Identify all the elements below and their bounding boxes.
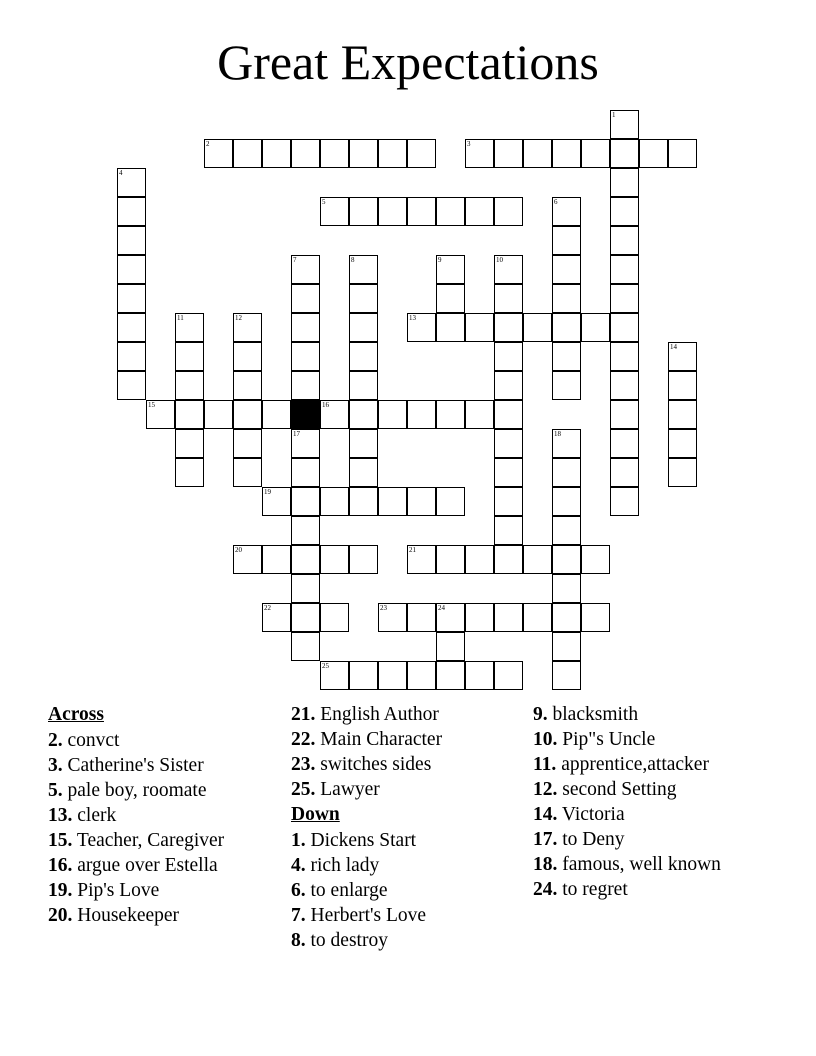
clue-text: Pip"s Uncle [562,729,656,750]
grid-cell[interactable] [552,603,581,632]
grid-cell[interactable] [610,255,639,284]
clue-item [533,703,753,727]
clue-number: 22. [291,729,316,750]
grid-cell[interactable] [436,197,465,226]
grid-cell[interactable] [175,429,204,458]
grid-cell[interactable] [581,139,610,168]
clue-number: 4. [291,855,306,876]
grid-cell[interactable] [610,110,639,139]
grid-cell[interactable] [320,603,349,632]
grid-cell[interactable] [262,603,291,632]
grid-cell[interactable] [552,197,581,226]
clue-number: 23. [291,754,316,775]
clue-number-label: 16 [322,401,329,409]
grid-cell[interactable] [407,603,436,632]
clue-item [48,904,298,928]
grid-cell[interactable] [668,429,697,458]
grid-cell[interactable] [552,487,581,516]
grid-cell[interactable] [610,342,639,371]
clue-item [533,853,753,877]
clue-number-label: 14 [670,343,677,351]
grid-cell[interactable] [320,197,349,226]
grid-cell[interactable] [610,400,639,429]
grid-cell[interactable] [581,603,610,632]
clue-text: switches sides [320,754,432,775]
grid-cell[interactable] [175,313,204,342]
grid-cell[interactable] [349,284,378,313]
grid-cell[interactable] [291,255,320,284]
clue-number-label: 1 [612,111,616,119]
grid-cell[interactable] [117,371,146,400]
across-heading: Across [48,704,104,725]
grid-cell[interactable] [349,313,378,342]
clue-column-2 [291,703,541,954]
grid-cell[interactable] [552,284,581,313]
clue-text: to destroy [310,930,388,951]
grid-cell[interactable] [610,284,639,313]
grid-cell[interactable] [117,255,146,284]
grid-cell[interactable] [349,661,378,690]
clue-text: Teacher, Caregiver [76,830,225,851]
grid-cell[interactable] [233,139,262,168]
grid-cell[interactable] [291,284,320,313]
clue-text: convct [67,730,120,751]
grid-cell[interactable] [407,197,436,226]
clue-text: English Author [320,704,439,725]
grid-cell[interactable] [320,139,349,168]
grid-cell[interactable] [349,400,378,429]
clue-item [533,753,753,777]
grid-cell[interactable] [291,342,320,371]
clue-text: Lawyer [320,779,380,800]
grid-cell[interactable] [349,255,378,284]
clue-text: Victoria [561,804,625,825]
clue-text: Herbert's Love [310,905,427,926]
clue-text: argue over Estella [77,855,218,876]
clue-number-label: 24 [438,604,445,612]
grid-cell[interactable] [233,371,262,400]
clue-number: 12. [533,779,558,800]
grid-cell[interactable] [320,661,349,690]
grid-cell[interactable] [494,400,523,429]
grid-cell[interactable] [552,255,581,284]
grid-cell[interactable] [349,429,378,458]
grid-cell[interactable] [494,371,523,400]
grid-cell[interactable] [610,226,639,255]
grid-cell[interactable] [494,342,523,371]
grid-cell[interactable] [465,545,494,574]
clue-number-label: 19 [264,488,271,496]
grid-cell[interactable] [523,139,552,168]
grid-cell[interactable] [494,545,523,574]
grid-cell[interactable] [552,661,581,690]
grid-cell[interactable] [146,400,175,429]
grid-cell[interactable] [494,429,523,458]
grid-cell[interactable] [291,371,320,400]
clue-text: Housekeeper [77,905,180,926]
grid-cell[interactable] [552,516,581,545]
clue-item [533,803,753,827]
grid-cell[interactable] [262,487,291,516]
grid-cell[interactable] [552,429,581,458]
clue-text: apprentice,attacker [561,754,709,775]
clue-item [291,753,541,777]
grid-cell[interactable] [233,400,262,429]
grid-cell[interactable] [610,197,639,226]
grid-cell[interactable] [175,342,204,371]
clue-number: 21. [291,704,316,725]
clue-text: famous, well known [562,854,721,875]
grid-cell[interactable] [175,458,204,487]
clue-number: 11. [533,754,557,775]
grid-cell[interactable] [407,545,436,574]
grid-cell[interactable] [291,487,320,516]
grid-cell[interactable] [610,168,639,197]
clue-number: 17. [533,829,558,850]
clue-number: 20. [48,905,73,926]
clue-item [291,829,541,853]
clue-number-label: 20 [235,546,242,554]
grid-cell[interactable] [552,371,581,400]
grid-cell[interactable] [610,429,639,458]
grid-cell[interactable] [465,139,494,168]
grid-cell[interactable] [494,516,523,545]
clue-number-label: 18 [554,430,561,438]
clue-number-label: 23 [380,604,387,612]
grid-cell[interactable] [494,197,523,226]
grid-cell[interactable] [262,139,291,168]
grid-cell[interactable] [175,400,204,429]
puzzle-title: Great Expectations [217,34,599,90]
grid-cell[interactable] [117,226,146,255]
clue-number-label: 8 [351,256,355,264]
clue-number-label: 4 [119,169,123,177]
grid-cell[interactable] [291,139,320,168]
clue-item [48,804,298,828]
clue-number-label: 25 [322,662,329,670]
grid-cell[interactable] [523,313,552,342]
clue-item [48,879,298,903]
grid-cell[interactable] [291,603,320,632]
grid-cell[interactable] [610,487,639,516]
clue-number: 24. [533,879,558,900]
grid-cell[interactable] [668,139,697,168]
grid-cell[interactable] [436,487,465,516]
grid-cell[interactable] [320,545,349,574]
grid-cell[interactable] [494,255,523,284]
clue-number-label: 6 [554,198,558,206]
grid-cell[interactable] [523,603,552,632]
clue-number: 13. [48,805,73,826]
grid-cell[interactable] [378,139,407,168]
grid-cell[interactable] [378,487,407,516]
clue-number: 3. [48,755,63,776]
clue-text: to Deny [562,829,625,850]
grid-cell[interactable] [378,661,407,690]
grid-cell[interactable] [320,400,349,429]
grid-cell[interactable] [668,342,697,371]
clue-number-label: 12 [235,314,242,322]
clue-item [533,728,753,752]
clue-text: pale boy, roomate [67,780,207,801]
grid-cell[interactable] [233,429,262,458]
grid-cell[interactable] [291,516,320,545]
grid-cell[interactable] [581,545,610,574]
clue-item [533,878,753,902]
clue-item [291,728,541,752]
grid-cell[interactable] [668,458,697,487]
grid-cell[interactable] [552,574,581,603]
grid-cell[interactable] [436,545,465,574]
clue-column-3 [533,703,753,903]
clue-number: 6. [291,880,306,901]
grid-cell[interactable] [610,139,639,168]
clue-text: blacksmith [552,704,639,725]
grid-cell[interactable] [233,545,262,574]
clue-item [48,854,298,878]
clue-number: 1. [291,830,306,851]
grid-cell[interactable] [407,139,436,168]
clue-number: 19. [48,880,73,901]
grid-cell[interactable] [291,632,320,661]
grid-cell[interactable] [494,139,523,168]
clue-number: 18. [533,854,558,875]
grid-cell[interactable] [436,632,465,661]
grid-cell[interactable] [610,371,639,400]
clue-number: 9. [533,704,548,725]
clue-text: to enlarge [310,880,388,901]
clue-number: 25. [291,779,316,800]
clue-number-label: 15 [148,401,155,409]
grid-cell[interactable] [494,603,523,632]
clue-number: 15. [48,830,73,851]
clue-text: Main Character [320,729,443,750]
clue-item [533,778,753,802]
grid-cell[interactable] [349,458,378,487]
grid-cell[interactable] [349,197,378,226]
clue-number-label: 22 [264,604,271,612]
grid-cell[interactable] [204,400,233,429]
clue-item [48,754,298,778]
clue-text: second Setting [562,779,677,800]
grid-cell[interactable] [291,574,320,603]
clue-number-label: 7 [293,256,297,264]
clue-text: Pip's Love [77,880,160,901]
grid-cell[interactable] [291,545,320,574]
grid-cell[interactable] [436,255,465,284]
clue-item [291,854,541,878]
grid-cell[interactable] [436,400,465,429]
clue-column-1 [48,703,298,929]
grid-cell[interactable] [494,313,523,342]
grid-cell[interactable] [465,197,494,226]
clue-number-label: 17 [293,430,300,438]
grid-cell[interactable] [291,458,320,487]
grid-cell[interactable] [552,458,581,487]
clue-text: Dickens Start [310,830,417,851]
grid-cell[interactable] [552,313,581,342]
clue-text: to regret [562,879,628,900]
grid-cell[interactable] [117,168,146,197]
grid-cell[interactable] [436,284,465,313]
grid-cell[interactable] [494,284,523,313]
grid-cell[interactable] [494,487,523,516]
grid-cell[interactable] [552,139,581,168]
clue-item [291,879,541,903]
grid-cell[interactable] [436,661,465,690]
clue-number-label: 5 [322,198,326,206]
clue-number: 14. [533,804,558,825]
grid-cell[interactable] [552,342,581,371]
clue-item [48,829,298,853]
clue-number-label: 11 [177,314,184,322]
grid-cell[interactable] [668,400,697,429]
grid-cell[interactable] [610,313,639,342]
grid-cell[interactable] [552,545,581,574]
clue-number-label: 9 [438,256,442,264]
clue-number: 5. [48,780,63,801]
grid-cell[interactable] [465,603,494,632]
grid-cell[interactable] [639,139,668,168]
grid-cell[interactable] [407,661,436,690]
clue-number-label: 10 [496,256,503,264]
grid-cell[interactable] [668,371,697,400]
grid-cell[interactable] [610,458,639,487]
clue-item [533,828,753,852]
grid-cell[interactable] [378,603,407,632]
grid-cell[interactable] [407,313,436,342]
grid-cell[interactable] [378,400,407,429]
clue-number: 2. [48,730,63,751]
grid-cell[interactable] [291,313,320,342]
grid-cell[interactable] [494,661,523,690]
grid-cell[interactable] [204,139,233,168]
clue-item [291,929,541,953]
grid-cell[interactable] [349,487,378,516]
clue-number-label: 3 [467,140,471,148]
clue-number: 7. [291,905,306,926]
black-square [291,400,320,429]
clue-item [291,778,541,802]
clue-number-label: 13 [409,314,416,322]
grid-cell[interactable] [552,226,581,255]
grid-cell[interactable] [552,632,581,661]
grid-cell[interactable] [117,313,146,342]
down-heading: Down [291,804,340,825]
clue-number: 10. [533,729,558,750]
grid-cell[interactable] [523,545,552,574]
grid-cell[interactable] [436,603,465,632]
clue-text: rich lady [310,855,380,876]
grid-cell[interactable] [349,342,378,371]
clue-number-label: 2 [206,140,210,148]
clue-number-label: 21 [409,546,416,554]
grid-cell[interactable] [349,545,378,574]
grid-cell[interactable] [465,661,494,690]
clue-number: 16. [48,855,73,876]
grid-cell[interactable] [349,371,378,400]
clue-text: clerk [77,805,117,826]
grid-cell[interactable] [378,197,407,226]
grid-cell[interactable] [117,342,146,371]
grid-cell[interactable] [262,545,291,574]
grid-cell[interactable] [117,284,146,313]
grid-cell[interactable] [233,313,262,342]
grid-cell[interactable] [494,458,523,487]
grid-cell[interactable] [349,139,378,168]
grid-cell[interactable] [233,342,262,371]
grid-cell[interactable] [465,400,494,429]
grid-cell[interactable] [407,487,436,516]
clue-item [291,904,541,928]
grid-cell[interactable] [117,197,146,226]
grid-cell[interactable] [175,371,204,400]
clue-number: 8. [291,930,306,951]
grid-cell[interactable] [233,458,262,487]
clue-item [291,703,541,727]
grid-cell[interactable] [407,400,436,429]
grid-cell[interactable] [291,429,320,458]
grid-cell[interactable] [581,313,610,342]
clue-text: Catherine's Sister [67,755,204,776]
grid-cell[interactable] [436,313,465,342]
grid-cell[interactable] [465,313,494,342]
grid-cell[interactable] [320,487,349,516]
clue-item [48,729,298,753]
clue-item [48,779,298,803]
grid-cell[interactable] [262,400,291,429]
